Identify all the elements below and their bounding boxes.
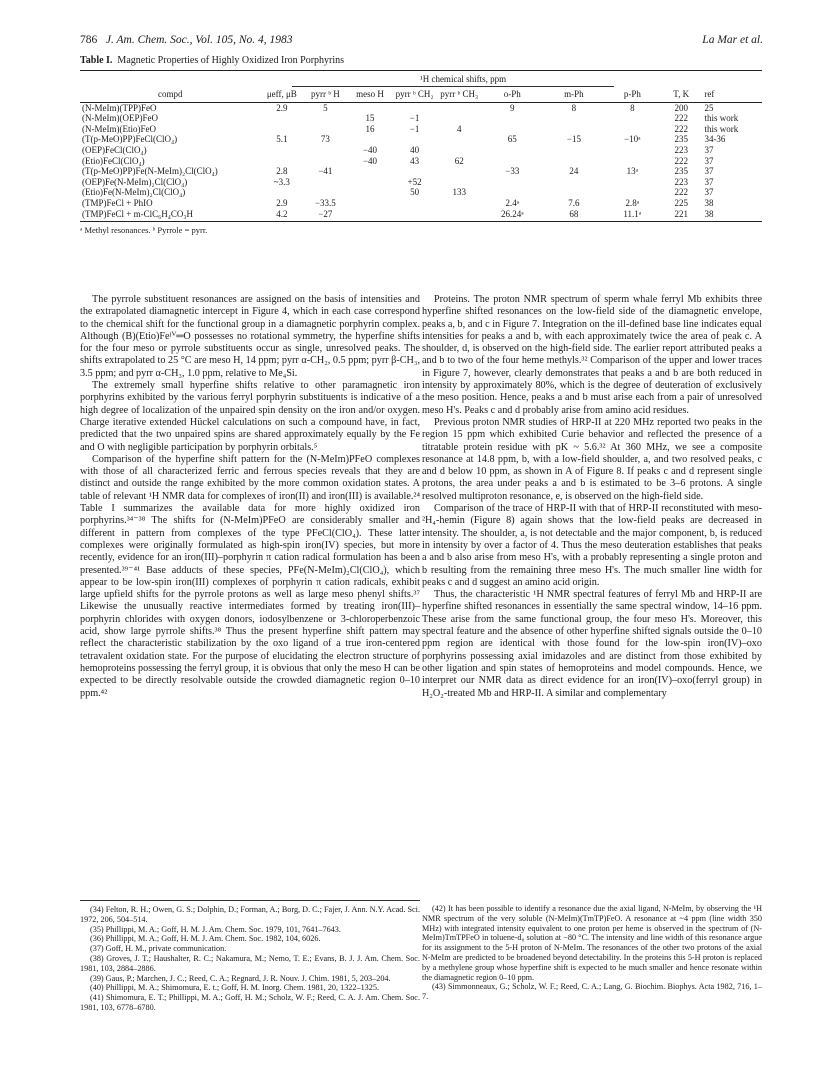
body-column-left bbox=[80, 294, 420, 700]
table-row bbox=[80, 156, 762, 167]
table-cell bbox=[482, 187, 544, 198]
column-header: compd bbox=[80, 88, 261, 102]
chemical-shift-group-header: ¹H chemical shifts, ppm bbox=[420, 74, 507, 84]
table-cell bbox=[348, 209, 393, 222]
table-cell: 4.2 bbox=[261, 209, 303, 222]
table-cell bbox=[482, 124, 544, 135]
reference: (35) Phillippi, M. A.; Goff, H. M. J. Am. Chem. Soc. 1979, 101, 7641–7643. bbox=[90, 924, 341, 934]
table-cell: 235 bbox=[674, 134, 688, 145]
table-row bbox=[80, 166, 762, 177]
table-cell bbox=[348, 102, 393, 113]
paragraph: The extremely small hyperfine shifts relative to other paramagnetic iron porphyrins exhibited by the various ferryl porphyrin substituents is indicative of a high degree of localization of the unpaired spin density on the iron and/or oxygen. Charge iterative extended Hückel calculations on such a compound have, in fact, predicted that the two unpaired spins are shared approximately equally by the Fe and O with negligible participation by porphyrin orbitals.⁵ bbox=[80, 380, 420, 453]
table-cell bbox=[261, 113, 303, 124]
table-cell: 4 bbox=[456, 123, 462, 134]
column-header: o-Ph bbox=[482, 88, 544, 102]
table-cell bbox=[303, 124, 348, 135]
table-cell: 235 bbox=[674, 166, 688, 177]
table-cell: 43 bbox=[410, 155, 420, 166]
table-cell bbox=[348, 187, 393, 198]
table-cell: −40 bbox=[362, 155, 378, 166]
compound-cell: (TMP)FeCl + m-ClC₆H₄CO₃H bbox=[80, 209, 261, 222]
table-cell: −40 bbox=[362, 144, 378, 155]
table-cell: 2.9 bbox=[276, 102, 288, 113]
table-cell: 65 bbox=[507, 134, 517, 145]
reference: (38) Groves, J. T.; Haushalter, R. C.; Nakamura, M.; Nemo, T. E.; Evans, B. J. J. Am. Chem. Soc. 1981, 103, 2884–2886. bbox=[80, 953, 420, 973]
table-cell bbox=[303, 145, 348, 156]
compound-cell: (N-MeIm)(OEP)FeO bbox=[82, 113, 158, 124]
table-cell: 2.8ᵃ bbox=[625, 197, 640, 208]
table-cell bbox=[605, 113, 660, 124]
table-cell bbox=[437, 166, 482, 177]
page-number: 786 bbox=[80, 34, 98, 46]
table-cell: 26.24ᵃ bbox=[482, 209, 544, 222]
table-cell: 50 bbox=[410, 187, 420, 198]
paragraph: Comparison of the trace of HRP-II with that of HRP-II reconstituted with meso-²H₄-hemin (Figure 8) again shows that the low-field peaks are decreased in intensity. The shoulder, a, is not detectable and the major component, b, is reduced in intensity by over a factor of 4. Thus the meso deuteration establishes that peaks a and b also arise from meso H's, with a probably representing a single proton and b resulting from the remaining three meso H's. The much smaller line width for peaks c and d suggest an amino acid origin. bbox=[422, 503, 762, 588]
table-cell bbox=[605, 156, 660, 167]
reference: (41) Shimomura, E. T.; Phillippi, M. A.; Goff, H. M.; Scholz, W. F.; Reed, C. A. J. Am. Chem. Soc. 1981, 103, 6778–6780. bbox=[80, 993, 420, 1012]
table-cell: 5.1 bbox=[276, 134, 288, 145]
table-row bbox=[80, 124, 762, 135]
group-header-row bbox=[80, 71, 762, 88]
properties-table bbox=[80, 88, 762, 222]
table-cell bbox=[482, 113, 544, 124]
compound-cell: (T(p-MeO)PP)Fe(N-MeIm)₂Cl(ClO₄) bbox=[82, 166, 218, 177]
column-header: meso H bbox=[348, 88, 393, 102]
column-header: m-Ph bbox=[543, 88, 605, 102]
running-head bbox=[80, 34, 763, 46]
table-cell bbox=[543, 156, 605, 167]
table-cell: 8 bbox=[571, 102, 577, 113]
table-cell bbox=[605, 187, 660, 198]
table-cell: 73 bbox=[320, 134, 330, 145]
table-cell: 222 bbox=[674, 155, 688, 166]
table-cell bbox=[605, 124, 660, 135]
table-cell bbox=[437, 113, 482, 124]
table-label: Table I. bbox=[80, 55, 113, 66]
compound-cell: (Etio)Fe(N-MeIm)₂Cl(ClO₄) bbox=[82, 187, 186, 198]
column-header: T, K bbox=[660, 88, 702, 102]
table-cell bbox=[605, 177, 660, 188]
column-header: pyrr ᵇ H bbox=[303, 88, 348, 102]
column-header: ref bbox=[702, 88, 762, 102]
table-row bbox=[80, 198, 762, 209]
table-cell: 7.6 bbox=[568, 197, 580, 208]
table-cell: this work bbox=[704, 113, 739, 124]
table-row bbox=[80, 134, 762, 145]
table-cell: 5 bbox=[323, 102, 328, 113]
table-cell: ~3.3 bbox=[273, 176, 290, 187]
table-cell bbox=[482, 156, 544, 167]
table-cell bbox=[482, 145, 544, 156]
group-header-rule bbox=[292, 86, 614, 87]
body-column-right bbox=[422, 294, 762, 700]
paragraph: Thus, the characteristic ¹H NMR spectral features of ferryl Mb and HRP-II are hyperfine shifted resonances in essentially the same spectral window, 14–16 ppm. These arise from the same functional group, the four meso H's. Moreover, this spectral feature and the absence of other hyperfine shifted signals outside the 0–10 ppm region are identical with those found for the low-spin iron(IV)–oxo porphyrins possessing axial imidazoles and are distinct from those exhibited by other ligation and spin states of hemoproteins and model compounds. Hence, we interpret our NMR data as direct evidence for an iron(IV)–oxo(ferryl group) in H₂O₂-treated Mb and HRP-II. A similar and complementary bbox=[422, 589, 762, 699]
table-cell: 225 bbox=[674, 197, 688, 208]
table-cell: 223 bbox=[674, 144, 688, 155]
table-container bbox=[80, 70, 762, 235]
reference: (36) Phillippi, M. A.; Goff, H. M. J. Am. Chem. Soc. 1982, 104, 6026. bbox=[90, 934, 321, 944]
table-cell bbox=[543, 177, 605, 188]
table-title: Magnetic Properties of Highly Oxidized Iron Porphyrins bbox=[117, 55, 345, 66]
table-cell: 222 bbox=[674, 123, 688, 134]
table-cell: 11.1ᵃ bbox=[605, 209, 660, 222]
table-cell bbox=[482, 177, 544, 188]
table-cell: 62 bbox=[454, 155, 464, 166]
table-cell bbox=[437, 134, 482, 145]
reference: (42) It has been possible to identify a resonance due the axial ligand, N-MeIm, by observing the ¹H NMR spectrum of the very soluble (N-MeIm)(TmTP)FeO. A resonance at ~4 ppm (line width 350 MHz) with integrated intensity equivalent to one proton per heme is observed in the spectrum of (N-MeIm)TmTPFeO in toluene-d₈ solution at −80 °C. The intensity and line width of this resonance argue for its assignment to the 5-H proton of N-MeIm. The resonances of the other two protons of the axial N-MeIm are predicted to be broadened beyond detectability. In the proteins this 5-H proton is replaced by a methylene group whose hyperfine shift is expected to be much smaller and hence resonate within the diamagnetic region 0–10 ppm. bbox=[422, 904, 762, 982]
table-cell bbox=[543, 145, 605, 156]
table-cell bbox=[261, 145, 303, 156]
table-cell: this work bbox=[704, 123, 739, 134]
table-cell: 25 bbox=[704, 102, 714, 113]
compound-cell: (T(p-MeO)PP)FeCl(ClO₄) bbox=[82, 134, 178, 145]
table-cell: 9 bbox=[510, 102, 515, 113]
table-cell bbox=[543, 124, 605, 135]
table-row bbox=[80, 102, 762, 113]
reference: (37) Goff, H. M., private communication. bbox=[90, 944, 227, 954]
column-header: p-Ph bbox=[605, 88, 660, 102]
table-row bbox=[80, 113, 762, 124]
table-cell: 68 bbox=[543, 209, 605, 222]
references-left bbox=[80, 900, 420, 1013]
table-cell: 37 bbox=[704, 176, 714, 187]
table-cell: 38 bbox=[702, 209, 762, 222]
table-cell: 8 bbox=[630, 102, 635, 113]
reference: (39) Gaus, P.; Marchen, J. C.; Reed, C. A.; Regnard, J. R. Nouv. J. Chim. 1981, 5, 203–204. bbox=[90, 973, 391, 983]
reference: (34) Felton, R. H.; Owen, G. S.; Dolphin, D.; Forman, A.; Borg, D. C.; Fajer, J. Ann. N.Y. Acad. Sci. 1972, 206, 504–514. bbox=[80, 905, 420, 924]
table-cell bbox=[437, 209, 482, 222]
compound-cell: (N-MeIm)(TPP)FeO bbox=[82, 102, 157, 113]
authors: La Mar et al. bbox=[702, 34, 763, 46]
table-row bbox=[80, 177, 762, 188]
table-cell: 222 bbox=[674, 187, 688, 198]
table-cell: 2.9 bbox=[276, 197, 288, 208]
compound-cell: (Etio)FeCl(ClO₄) bbox=[82, 155, 145, 166]
table-cell bbox=[261, 124, 303, 135]
table-cell bbox=[392, 102, 437, 113]
table-cell: 222 bbox=[674, 113, 688, 124]
journal-citation: J. Am. Chem. Soc., Vol. 105, No. 4, 1983 bbox=[105, 34, 293, 46]
table-cell: 40 bbox=[410, 144, 420, 155]
table-cell bbox=[605, 145, 660, 156]
table-header-row bbox=[80, 88, 762, 102]
table-cell: 37 bbox=[704, 166, 714, 177]
table-cell bbox=[348, 134, 393, 145]
reference: (43) Simmonneaux, G.; Scholz, W. F.; Reed, C. A.; Lang, G. Biochim. Biophys. Acta 1982, 716, 1–7. bbox=[422, 982, 762, 1002]
table-cell: −27 bbox=[303, 209, 348, 222]
compound-cell: (OEP)FeCl(ClO₄) bbox=[82, 144, 147, 155]
table-cell bbox=[392, 198, 437, 209]
table-cell bbox=[392, 134, 437, 145]
compound-cell: (TMP)FeCl + PhIO bbox=[82, 197, 153, 208]
table-cell: −41 bbox=[318, 166, 333, 177]
table-cell: 15 bbox=[365, 113, 375, 124]
table-cell: 200 bbox=[674, 102, 688, 113]
compound-cell: (OEP)Fe(N-MeIm)₂Cl(ClO₄) bbox=[82, 176, 188, 187]
table-cell bbox=[303, 177, 348, 188]
table-caption bbox=[80, 55, 344, 66]
column-header: pyrr ᵇ CH₂ bbox=[392, 88, 437, 102]
table-cell bbox=[348, 177, 393, 188]
table-cell bbox=[437, 177, 482, 188]
table-cell: 37 bbox=[704, 187, 714, 198]
table-cell bbox=[303, 113, 348, 124]
compound-cell: (N-MeIm)(Etio)FeO bbox=[82, 123, 156, 134]
table-cell: 37 bbox=[704, 144, 714, 155]
table-cell: −1 bbox=[409, 113, 420, 124]
table-cell bbox=[437, 198, 482, 209]
table-cell bbox=[543, 113, 605, 124]
table-cell: 2.8 bbox=[276, 166, 288, 177]
table-footnote: ᵃ Methyl resonances. ᵇ Pyrrole = pyrr. bbox=[80, 225, 208, 236]
table-cell bbox=[348, 198, 393, 209]
table-cell bbox=[392, 166, 437, 177]
table-cell: −10ᵃ bbox=[624, 134, 641, 145]
table-cell: 133 bbox=[452, 187, 466, 198]
column-header: μeff, μB bbox=[261, 88, 303, 102]
table-cell: −1 bbox=[409, 123, 420, 134]
table-cell: −33.5 bbox=[314, 197, 336, 208]
table-cell: 221 bbox=[660, 209, 702, 222]
paragraph: Proteins. The proton NMR spectrum of sperm whale ferryl Mb exhibits three hyperfine shifted resonances on the low-field side of the diamagnetic envelope, peaks a, b, and c in Figure 7. Integration on the ill-defined base line indicates equal intensities for peaks a and b, with each approximately twice the area of peak c. A shoulder, d, is observed on the high-field side. The earlier report attributed peaks a and b to two of the four heme methyls.³² Comparison of the upper and lower traces in Figure 7, however, clearly demonstrates that peaks a and b are both reduced in intensity by approximately 80%, which is the degree of deuteration of exclusively the meso position. Hence, peaks a and b must arise each from a pair of unresolved meso H's. Peaks c and d probably arise from amino acid residues. bbox=[422, 294, 762, 416]
table-body bbox=[80, 102, 762, 222]
paragraph: Comparison of the hyperfine shift pattern for the (N-MeIm)PFeO complexes with those of all characterized ferric and ferrous species reveals that they are distinct and outside the range exhibited by the more common oxidation states. A table of relevant ¹H NMR data for complexes of iron(II) and iron(III) is available.²⁴ Table I summarizes the available data for more highly oxidized iron porphyrins.³⁴⁻³⁸ The shifts for (N-MeIm)PFeO are considerably smaller and different in pattern from complexes of the type PFeCl(ClO₄). These latter complexes were originally formulated as high-spin iron(IV) species, but more recently, evidence for an iron(III)–porphyrin π cation radical formulation has been presented.³⁹⁻⁴¹ Base adducts of these species, PFe(N-MeIm)₂Cl(ClO₄), which appear to be low-spin iron(III) complexes of porphyrin π cation radicals, exhibit large upfield shifts for the pyrrole protons as well as large meso phenyl shifts.³⁷ Likewise the unusually reactive intermediates formed by treating iron(III)–porphyrin chlorides with oxygen donors, iodosylbenzene or 3-chloroperbenzoic acid, show large pyrrole shifts.³⁸ Thus the present hyperfine shift pattern may reflect the characteristic stabilization by the oxo ligand of a true iron-centered tetravalent oxidation state. For the purpose of elucidating the electron structure of hemoproteins possessing the ferryl group, it is obvious that only the meso H can be expected to be directly resolvable outside the crowded diamagnetic region 0–10 ppm.⁴² bbox=[80, 453, 420, 699]
table-cell: +52 bbox=[407, 176, 422, 187]
paragraph: Previous proton NMR studies of HRP-II at 220 MHz reported two peaks in the region 15 ppm which exhibited Curie behavior and reflected the presence of a titratable protein residue with pK ~ 5.6.³² At 360 MHz, we see a composite resonance at 14.8 ppm, b, with a low-field shoulder, a, and two resolved peaks, c and d below 10 ppm, as shown in A of Figure 8. If peaks c and d represent single protons, the area under peaks a and b is estimated to be 3–6 protons. A single resolved multiproton resonance, e, is observed on the high-field side. bbox=[422, 416, 762, 502]
table-cell bbox=[392, 209, 437, 222]
table-cell: 37 bbox=[704, 155, 714, 166]
table-cell: 2.4ᵃ bbox=[505, 197, 520, 208]
table-row bbox=[80, 145, 762, 156]
table-cell: 223 bbox=[674, 176, 688, 187]
table-row bbox=[80, 209, 762, 222]
table-cell: −33 bbox=[505, 166, 520, 177]
table-cell bbox=[437, 102, 482, 113]
column-header: pyrr ᵇ CH₃ bbox=[437, 88, 482, 102]
table-cell bbox=[303, 156, 348, 167]
table-row bbox=[80, 187, 762, 198]
page-number-and-journal bbox=[80, 34, 293, 46]
paragraph: The pyrrole substituent resonances are assigned on the basis of intensities and the extrapolated diamagnetic intercept in Figure 4, which in each case correspond to the chemical shift for the functional group in a diamagnetic porphyrin complex. Although (B)(Etio)Feᴵⱽ═O possesses no rotational symmetry, the hyperfine shifts for the four meso or pyrrole substituents occur as single, unresolved peaks. The shifts extrapolated to 25 °C are meso H, 14 ppm; pyrr α-CH₂, 0.5 ppm; pyrr β-CH₃, 3.5 ppm; and pyrr α-CH₃, 1.0 ppm, relative to Me₄Si. bbox=[80, 294, 421, 379]
table-cell: 13ᵃ bbox=[626, 166, 639, 177]
table-cell bbox=[437, 145, 482, 156]
table-cell: 16 bbox=[365, 123, 375, 134]
table-cell: 24 bbox=[569, 166, 579, 177]
table-cell bbox=[261, 156, 303, 167]
table-cell bbox=[543, 187, 605, 198]
table-cell bbox=[261, 187, 303, 198]
table-cell bbox=[303, 187, 348, 198]
table-cell: 34-36 bbox=[704, 134, 726, 145]
table-cell: −15 bbox=[566, 134, 581, 145]
reference: (40) Phillippi, M. A.; Shimomura, E. t.; Goff, H. M. Inorg. Chem. 1981, 20, 1322–1325. bbox=[90, 983, 379, 993]
table-cell bbox=[348, 166, 393, 177]
references-right bbox=[422, 904, 762, 1002]
table-cell: 38 bbox=[704, 197, 714, 208]
